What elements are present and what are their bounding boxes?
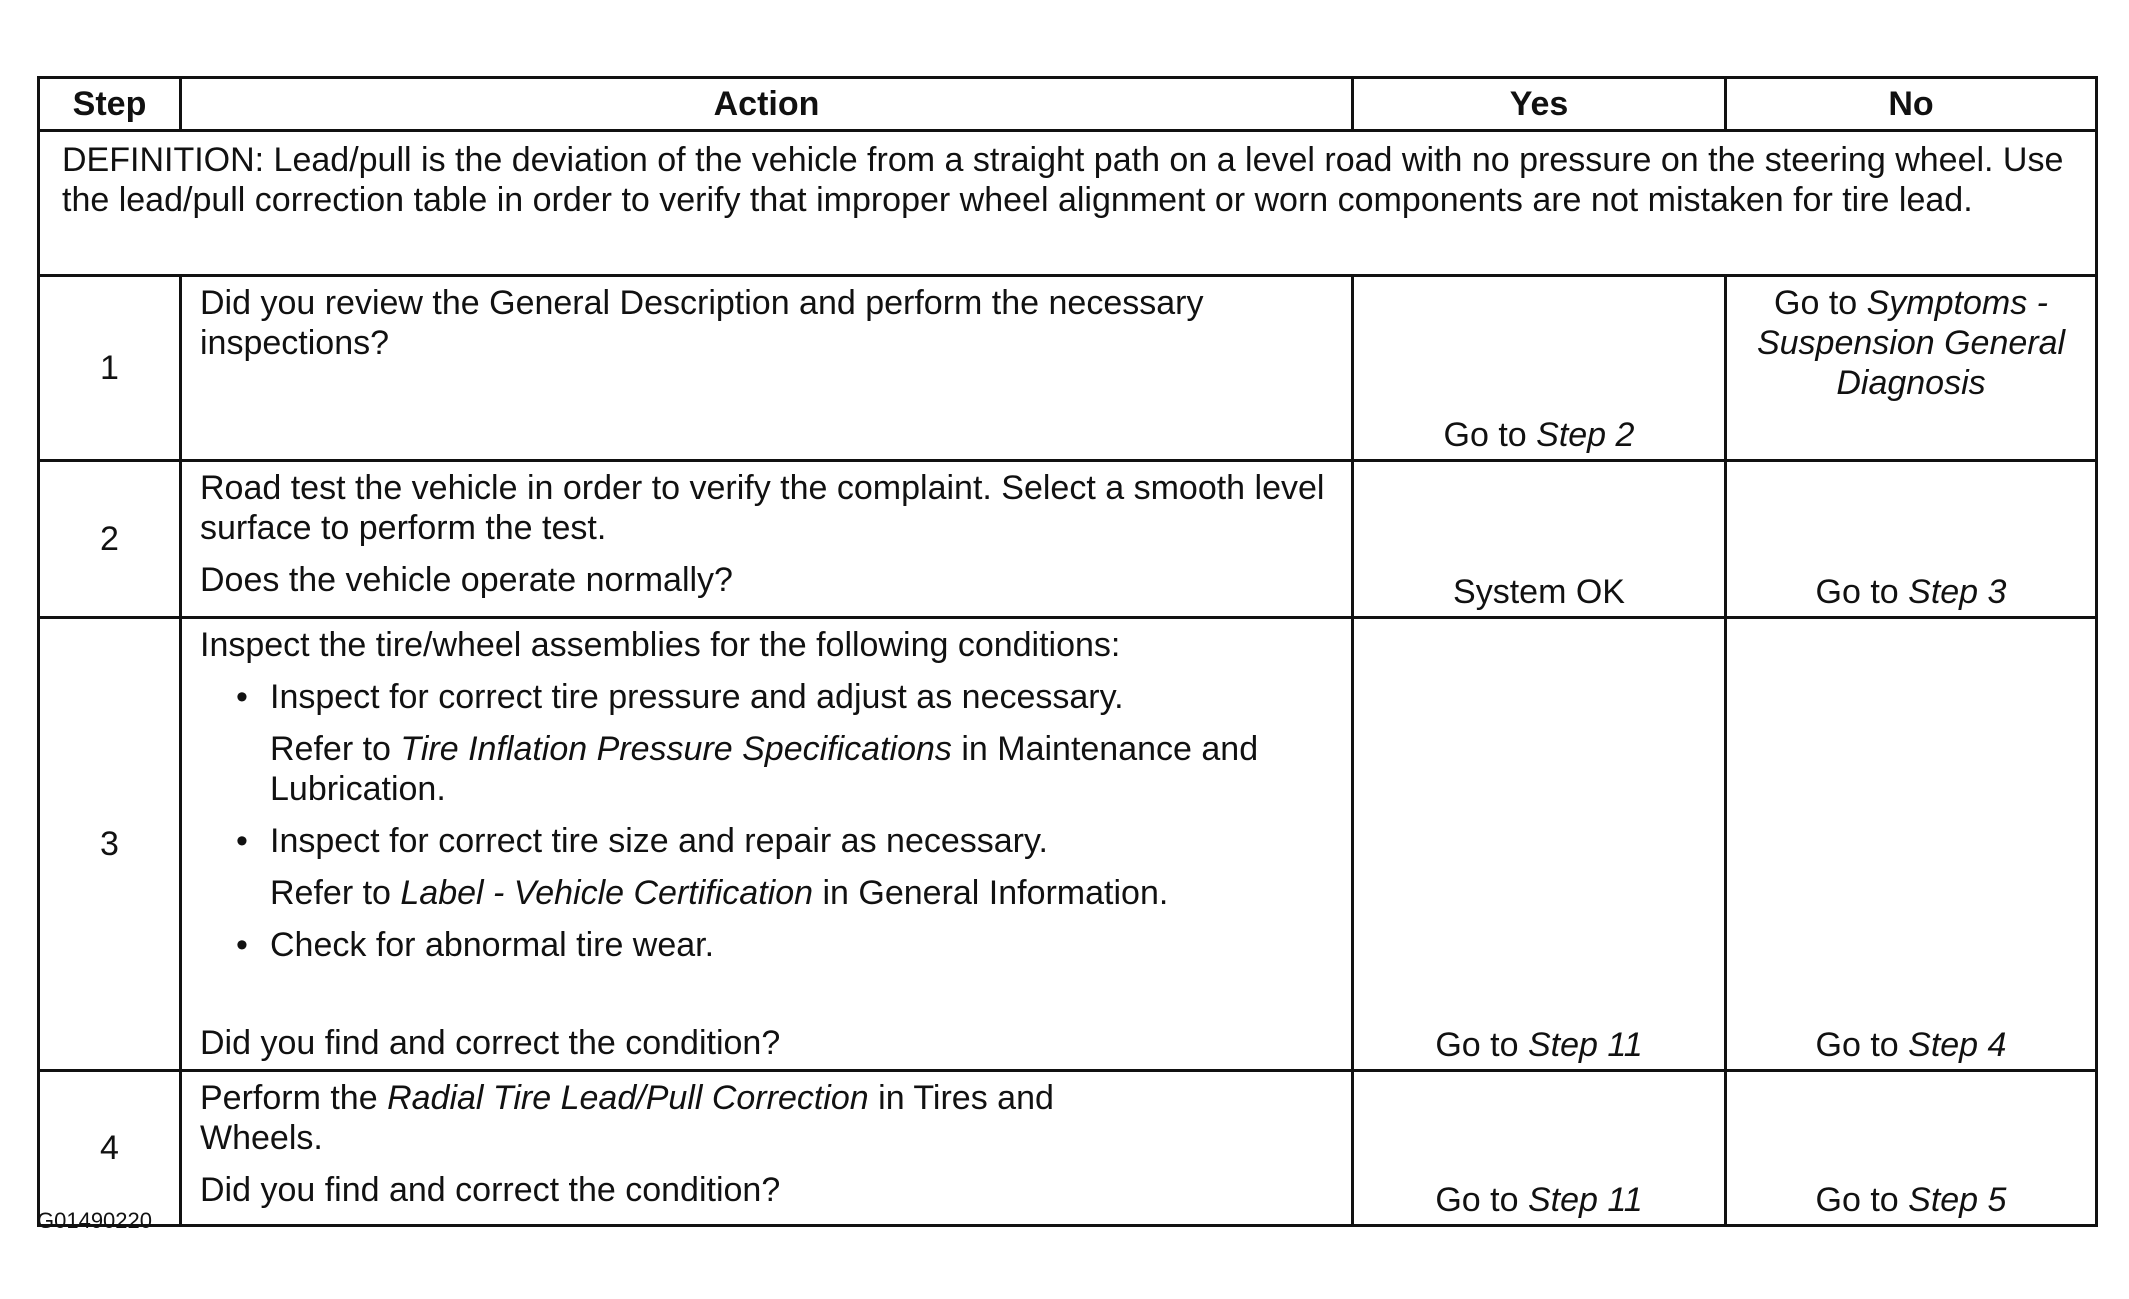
- no-prefix: Go to: [1774, 284, 1867, 322]
- bullet-text: Inspect for correct tire size and repair as necessary.: [270, 822, 1048, 860]
- yes-result: [1353, 618, 1726, 1071]
- list-item: [200, 925, 1335, 965]
- step-number: 4: [39, 1071, 181, 1226]
- action-text: Did you review the General Description and perform the necessary inspections?: [200, 284, 1204, 362]
- yes-step-link[interactable]: Step 11: [1527, 1181, 1643, 1219]
- diagnostic-table-container: [37, 76, 2095, 1227]
- diagnostic-table: [37, 76, 2098, 1227]
- step-action: [181, 461, 1353, 618]
- header-step: Step: [39, 78, 181, 131]
- action-question: Did you find and correct the condition?: [200, 1024, 781, 1062]
- refer-line: [270, 873, 1335, 913]
- bullet-text: Check for abnormal tire wear.: [270, 926, 715, 964]
- no-prefix: Go to: [1815, 1181, 1909, 1219]
- no-step-link[interactable]: Symptoms - Suspension General Diagnosis: [1756, 284, 2066, 402]
- action-link[interactable]: Radial Tire Lead/Pull Correction: [387, 1079, 869, 1117]
- refer-prefix: Refer to: [270, 730, 401, 768]
- list-item: [200, 821, 1335, 913]
- step-number: 2: [39, 461, 181, 618]
- refer-suffix: in Maintenance and Lubrication.: [270, 730, 1259, 808]
- refer-line: [270, 729, 1335, 809]
- table-row: [39, 618, 2097, 1071]
- yes-result: [1353, 1071, 1726, 1226]
- table-row: [39, 276, 2097, 461]
- condition-list: [200, 677, 1335, 965]
- step-action: [181, 276, 1353, 461]
- bullet-text: Inspect for correct tire pressure and adjust as necessary.: [270, 678, 1124, 716]
- yes-result: [1353, 461, 1726, 618]
- yes-step-link[interactable]: Step 2: [1536, 416, 1635, 454]
- bullet-icon: •: [236, 822, 248, 860]
- step-number: 1: [39, 276, 181, 461]
- header-no: No: [1726, 78, 2097, 131]
- action-text: [200, 1078, 1100, 1158]
- action-text: Road test the vehicle in order to verify the complaint. Select a smooth level surface to perform the test.: [200, 469, 1325, 547]
- yes-result: [1353, 276, 1726, 461]
- yes-step-link[interactable]: Step 11: [1527, 1026, 1643, 1064]
- action-question: Does the vehicle operate normally?: [200, 561, 733, 599]
- table-row: [39, 1071, 2097, 1226]
- refer-prefix: Refer to: [270, 874, 401, 912]
- no-step-link[interactable]: Step 3: [1908, 573, 2007, 611]
- no-result: [1726, 276, 2097, 461]
- yes-prefix: Go to: [1435, 1026, 1528, 1064]
- document-id: G01490220: [37, 1208, 152, 1233]
- no-result: [1726, 461, 2097, 618]
- header-action: Action: [181, 78, 1353, 131]
- list-item: [200, 677, 1335, 809]
- step-action: [181, 1071, 1353, 1226]
- no-step-link[interactable]: Step 5: [1908, 1181, 2007, 1219]
- no-prefix: Go to: [1815, 1026, 1909, 1064]
- bullet-icon: •: [236, 926, 248, 964]
- no-result: [1726, 618, 2097, 1071]
- refer-suffix: in General Information.: [813, 874, 1169, 912]
- yes-prefix: Go to: [1443, 416, 1537, 454]
- no-step-link[interactable]: Step 4: [1908, 1026, 2007, 1064]
- action-question: Did you find and correct the condition?: [200, 1171, 781, 1209]
- refer-link[interactable]: Tire Inflation Pressure Specifications: [400, 730, 952, 768]
- no-result: [1726, 1071, 2097, 1226]
- no-prefix: Go to: [1815, 573, 1909, 611]
- yes-prefix: Go to: [1435, 1181, 1528, 1219]
- refer-link[interactable]: Label - Vehicle Certification: [400, 874, 814, 912]
- definition-text: DEFINITION: Lead/pull is the deviation of the vehicle from a straight path on a level road with no pressure on the steering wheel. Use the lead/pull correction table in order to verify that improper wheel alignment or worn components are not mistaken for tire lead.: [39, 131, 2097, 276]
- definition-row: [39, 131, 2097, 276]
- step-action: [181, 618, 1353, 1071]
- bullet-icon: •: [236, 678, 248, 716]
- header-yes: Yes: [1353, 78, 1726, 131]
- yes-text: System OK: [1453, 573, 1625, 611]
- step-number: 3: [39, 618, 181, 1071]
- action-prefix: Perform the: [200, 1079, 388, 1117]
- action-suffix: in Tires and Wheels.: [200, 1079, 1054, 1157]
- action-text: Inspect the tire/wheel assemblies for the following conditions:: [200, 626, 1121, 664]
- table-header-row: [39, 78, 2097, 131]
- table-row: [39, 461, 2097, 618]
